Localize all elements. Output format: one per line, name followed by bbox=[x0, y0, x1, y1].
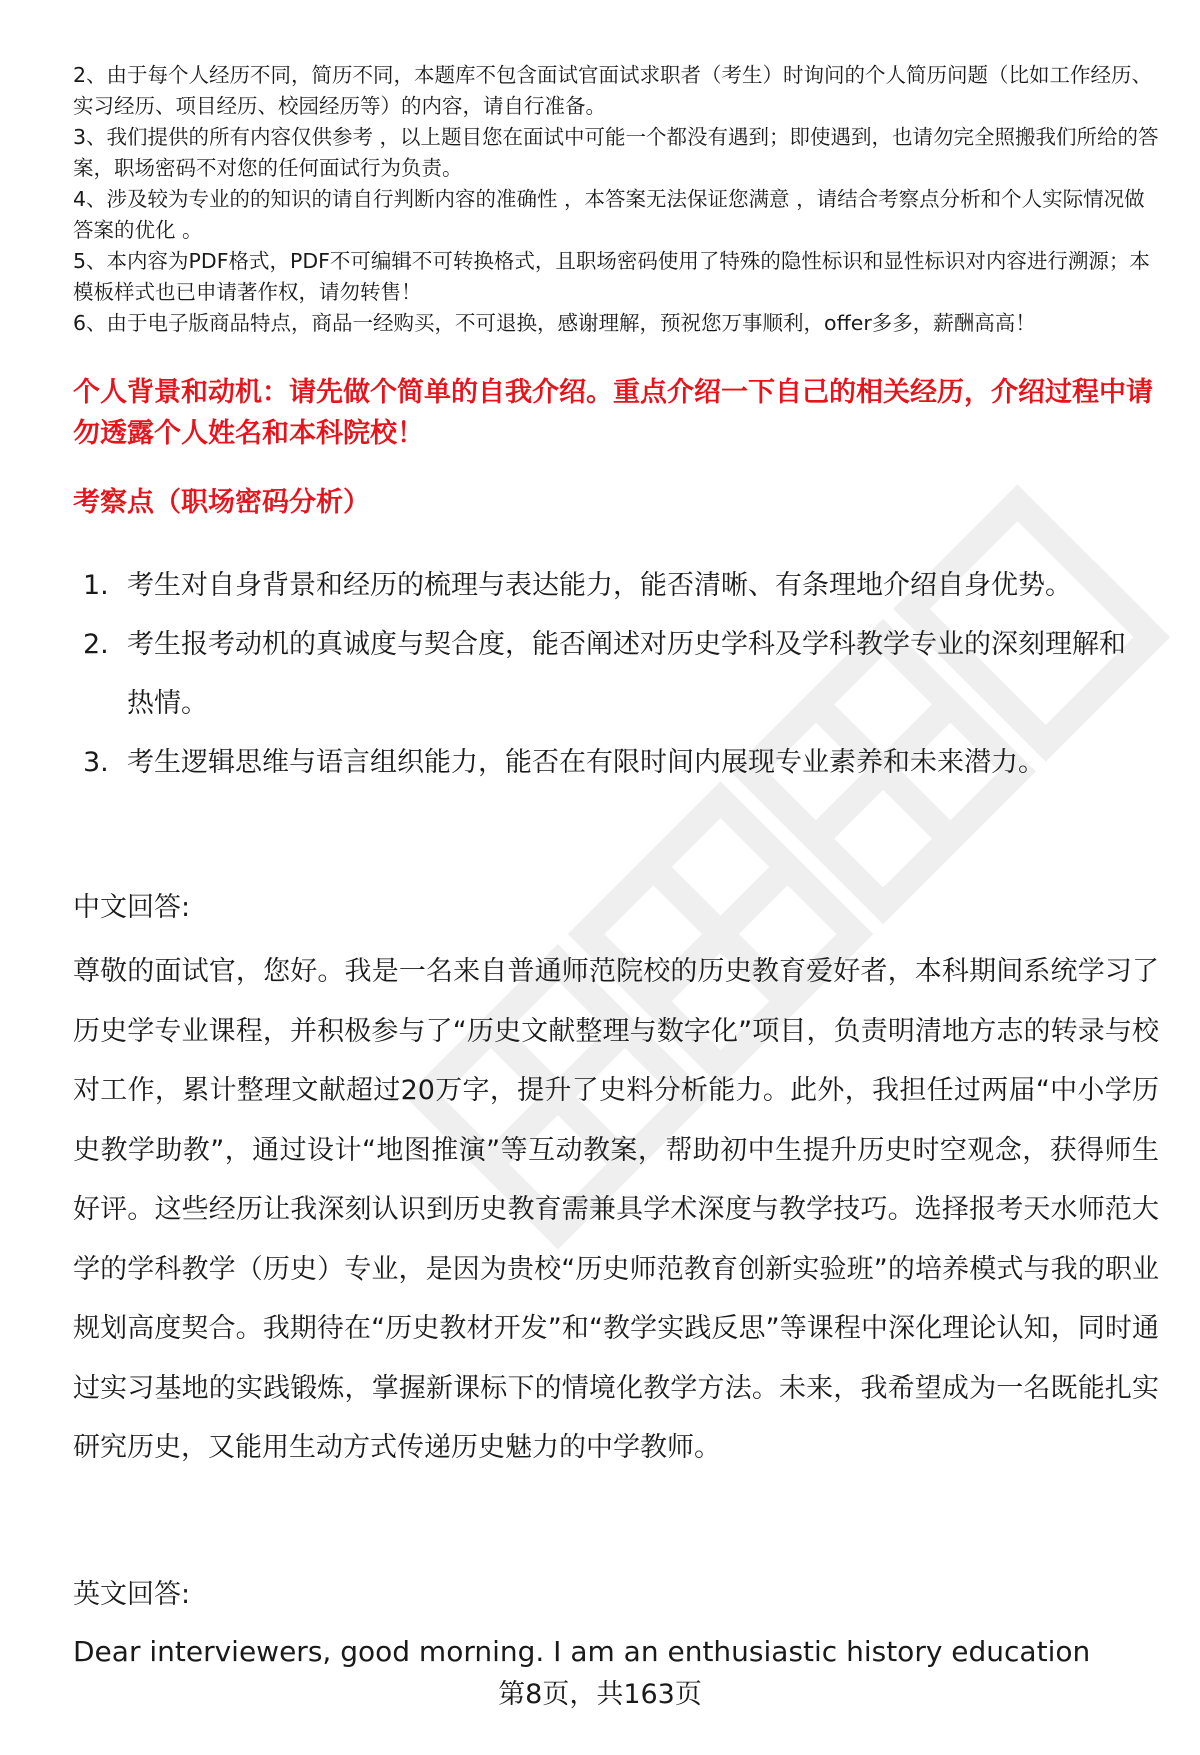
analysis-points bbox=[83, 556, 1133, 792]
list-item-number: 3. bbox=[83, 747, 109, 778]
list-item bbox=[83, 733, 1133, 792]
english-answer-label: 英文回答: bbox=[73, 1579, 191, 1610]
analysis-heading: 考察点（职场密码分析） bbox=[73, 487, 370, 518]
list-item-number: 2. bbox=[83, 629, 109, 660]
list-item-number: 1. bbox=[83, 570, 109, 601]
page-number-footer: 第8页，共163页 bbox=[498, 1679, 702, 1710]
note-item: 5、本内容为PDF格式，PDF不可编辑不可转换格式，且职场密码使用了特殊的隐性标识和显性标识对内容进行溯源；本模板样式也已申请著作权，请勿转售！ bbox=[73, 249, 1150, 304]
list-item-text: 考生逻辑思维与语言组织能力，能否在有限时间内展现专业素养和未来潜力。 bbox=[127, 747, 1045, 778]
english-answer-text: Dear interviewers, good morning. I am an enthusiastic history education bbox=[73, 1635, 1091, 1668]
note-item: 3、我们提供的所有内容仅供参考 ，以上题目您在面试中可能一个都没有遇到；即使遇到，也请勿完全照搬我们所给的答案，职场密码不对您的任何面试行为负责。 bbox=[73, 125, 1159, 180]
list-item bbox=[83, 615, 1133, 733]
note-item: 2、由于每个人经历不同，简历不同，本题库不包含面试官面试求职者（考生）时询问的个人简历问题（比如工作经历、实习经历、项目经历、校园经历等）的内容，请自行准备。 bbox=[73, 63, 1153, 118]
list-item-text: 考生报考动机的真诚度与契合度，能否阐述对历史学科及学科教学专业的深刻理解和热情。 bbox=[127, 629, 1126, 719]
disclaimer-notes bbox=[73, 60, 1163, 339]
note-item: 4、涉及较为专业的的知识的请自行判断内容的准确性 ，本答案无法保证您满意 ，请结合考察点分析和个人实际情况做答案的优化 。 bbox=[73, 187, 1145, 242]
chinese-answer-text: 尊敬的面试官，您好。我是一名来自普通师范院校的历史教育爱好者，本科期间系统学习了历史学专业课程，并积极参与了“历史文献整理与数字化”项目，负责明清地方志的转录与校对工作，累计整理文献超过20万字，提升了史料分析能力。此外，我担任过两届“中小学历史教学助教”，通过设计“地图推演”等互动教案，帮助初中生提升历史时空观念，获得师生好评。这些经历让我深刻认识到历史教育需兼具学术深度与教学技巧。选择报考天水师范大学的学科教学（历史）专业，是因为贵校“历史师范教育创新实验班”的培养模式与我的职业规划高度契合。我期待在“历史教材开发”和“教学实践反思”等课程中深化理论认知，同时通过实习基地的实践锻炼，掌握新课标下的情境化教学方法。未来，我希望成为一名既能扎实研究历史，又能用生动方式传递历史魅力的中学教师。 bbox=[73, 956, 1159, 1463]
chinese-answer-label: 中文回答: bbox=[73, 892, 191, 923]
note-item: 6、由于电子版商品特点，商品一经购买，不可退换，感谢理解，预祝您万事顺利，offer多多，薪酬高高！ bbox=[73, 311, 1036, 335]
question-heading: 个人背景和动机：请先做个简单的自我介绍。重点介绍一下自己的相关经历，介绍过程中请勿透露个人姓名和本科院校！ bbox=[73, 377, 1153, 449]
list-item bbox=[83, 556, 1133, 615]
list-item-text: 考生对自身背景和经历的梳理与表达能力，能否清晰、有条理地介绍自身优势。 bbox=[127, 570, 1072, 601]
